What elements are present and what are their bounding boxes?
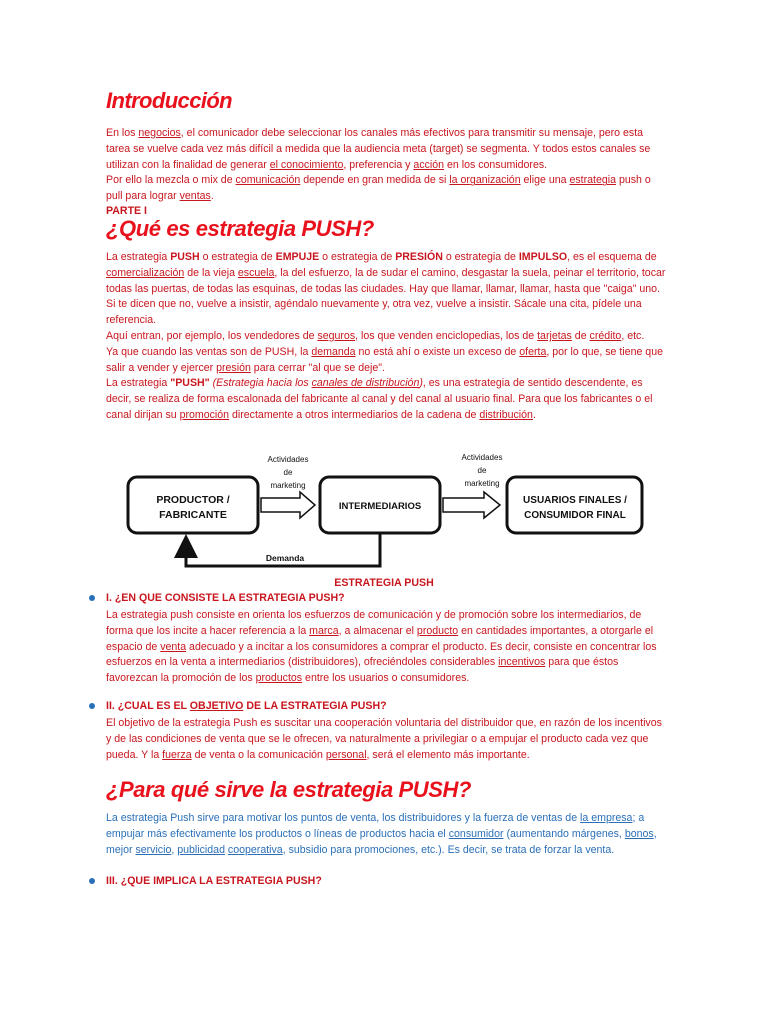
link-consumidor[interactable]: consumidor [448, 827, 504, 840]
push-strategy-diagram [120, 448, 650, 573]
text-span: , es el esquema de [567, 251, 657, 263]
link-distribucion[interactable]: distribución [479, 408, 533, 421]
italic-text: (Estrategia hacia los [209, 377, 312, 390]
link-ventas[interactable]: ventas [179, 190, 211, 203]
text-span: Aquí entran, por ejemplo, los vendedores de [106, 329, 318, 342]
text-span: Por ello la mezcla o mix de [106, 174, 236, 187]
link-la-empresa[interactable]: la empresa [580, 812, 633, 824]
text-span: push o pull para lograr [106, 174, 651, 203]
block-arrow-1 [261, 492, 315, 518]
text-span: La estrategia Push sirve para motivar los puntos de venta, los distribuidores y la fuerza de ventas de [106, 812, 581, 824]
text-span: , por lo que, se tiene que salir a vender y ejercer [106, 345, 663, 374]
link-presion[interactable]: presión [216, 361, 251, 374]
text-span: , a almacenar el [338, 624, 417, 637]
text-span: depende en gran medida de si [300, 174, 450, 187]
text-span: elige una [520, 174, 570, 187]
text-span: o estrategia de [442, 251, 519, 263]
text-span: . [210, 190, 214, 203]
diagram-caption: ESTRATEGIA PUSH [334, 577, 434, 589]
intro-heading: Introducción [106, 88, 233, 113]
link-incentivos[interactable]: incentivos [498, 656, 546, 669]
link-credito[interactable]: crédito [589, 329, 622, 342]
text-span: , mejor [106, 827, 657, 856]
text-span: para que éstos favorezcan la promoción de los [106, 656, 619, 685]
text-span: para cerrar "al que se deje". [250, 361, 385, 374]
intro-paragraph [106, 126, 666, 205]
text-span: de [571, 329, 590, 342]
bullet-icon [89, 703, 95, 709]
text-span: El objetivo de la estrategia Push es suscitar una cooperación voluntaria del distribuidor que, en razón de los incentivos y de las condiciones de venta que se le ofrecen, va naturalmente a privilegiar o a empujar el producto cada vez que pueda. Y la [106, 717, 662, 761]
link-producto[interactable]: producto [416, 624, 459, 637]
item2-paragraph [106, 716, 666, 763]
link-objetivo[interactable]: OBJETIVO [189, 700, 244, 712]
text-span: entre los usuarios o consumidores. [302, 672, 470, 685]
item3-heading: III. ¿QUE IMPLICA LA ESTRATEGIA PUSH? [106, 875, 322, 887]
text-span: ; a empujar más efectivamente los productos o líneas de productos hacia el [106, 812, 645, 840]
text-span: , etc. [621, 329, 645, 342]
box-intermediarios-label: INTERMEDIARIOS [338, 501, 422, 512]
text-span: (aumentando márgenes, [503, 827, 625, 840]
link-escuela[interactable]: escuela [237, 266, 275, 279]
text-span: de la vieja [184, 266, 238, 279]
link-cooperativa[interactable]: cooperativa [227, 843, 283, 856]
link-promocion[interactable]: promoción [179, 408, 230, 421]
text-span: o estrategia de [199, 251, 276, 263]
item1-paragraph [106, 608, 666, 687]
bullet-icon [89, 595, 95, 601]
box-usuarios-line1: USUARIOS FINALES / [523, 495, 627, 506]
link-accion[interactable]: acción [413, 158, 445, 171]
text-span: no está ahí o existe un exceso de [355, 345, 520, 358]
link-demanda[interactable]: demanda [311, 345, 356, 358]
link-conocimiento[interactable]: el conocimiento [269, 158, 344, 171]
text-span: o estrategia de [319, 251, 396, 263]
link-seguros[interactable]: seguros [317, 329, 356, 342]
text-span: , los que venden enciclopedias, los de [355, 329, 538, 342]
section-push-heading: ¿Qué es estrategia PUSH? [106, 216, 374, 241]
link-organizacion[interactable]: la organización [449, 174, 521, 187]
box-usuarios-line2: CONSUMIDOR FINAL [524, 510, 626, 521]
link-marca[interactable]: marca [309, 624, 339, 637]
text-span: , [171, 843, 178, 856]
purpose-paragraph [106, 811, 666, 858]
text-span: La estrategia push consiste en orienta los esfuerzos de comunicación y de promoción sobre los intermediarios, de forma que los incite a hacer referencia a la [106, 609, 642, 637]
activities-label-1-l1: Actividades [267, 455, 309, 464]
text-span: DE LA ESTRATEGIA PUSH? [243, 700, 387, 712]
text-span: directamente a otros intermediarios de la cadena de [229, 408, 480, 421]
link-publicidad[interactable]: publicidad [177, 843, 225, 856]
text-span: La estrategia [106, 251, 171, 263]
link-canales-distribucion[interactable]: canales de distribución [311, 377, 420, 390]
bold-push: PUSH [170, 251, 200, 263]
bold-impulso: IMPULSO [518, 251, 568, 263]
part-label: PARTE I [106, 205, 148, 217]
link-comercializacion[interactable]: comercialización [106, 266, 185, 279]
activities-label-1-l3: marketing [270, 481, 306, 490]
box-productor-line2: FABRICANTE [159, 509, 227, 521]
link-venta[interactable]: venta [160, 640, 187, 653]
text-span: en los consumidores. [444, 158, 548, 171]
link-bonos[interactable]: bonos [624, 827, 654, 840]
text-span: Ya que cuando las ventas son de PUSH, la [106, 345, 312, 358]
italic-text: ) [419, 377, 423, 390]
text-span: La estrategia [106, 377, 171, 390]
bold-empuje: EMPUJE [275, 251, 320, 263]
block-arrow-2 [443, 492, 500, 518]
text-span: , el comunicador debe seleccionar los canales más efectivos para transmitir su mensaje, pero esta tarea se vuelve cada vez más difícil a medida que la audiencia meta (target) se segmenta. Y todos estos canales se utilizan con la finalidad de generar [106, 127, 651, 171]
text-span: , preferencia y [343, 158, 414, 171]
text-span: , la del esfuerzo, la de sudar el camino, desgastar la suela, peinar el territorio, tocar todas las puertas, de todas las esquinas, de todas las ciudades. Hay que llamar, llamar, llamar, hasta que "caiga" uno. Si te dicen que no, vuelve a insistir, agéndalo nuevamente y, otra vez, vuelve a insistir. Sácale una cita, pídele una referencia. [106, 266, 666, 327]
link-personal[interactable]: personal [325, 748, 367, 761]
activities-label-2-l1: Actividades [461, 453, 503, 462]
link-negocios[interactable]: negocios [138, 127, 181, 139]
text-span: , es una estrategia de sentido descendente, es decir, se realiza de forma escalonada del fabricante al canal y del canal al usuario final. Para que los fabricantes o el canal dirijan su [106, 377, 653, 421]
section-purpose-heading: ¿Para qué sirve la estrategia PUSH? [106, 777, 472, 802]
demand-label: Demanda [265, 553, 305, 563]
link-fuerza[interactable]: fuerza [162, 748, 192, 761]
bold-push-quoted: "PUSH" [170, 377, 210, 390]
item2-heading [106, 700, 387, 712]
link-estrategia[interactable]: estrategia [569, 174, 617, 187]
link-tarjetas[interactable]: tarjetas [537, 329, 572, 342]
text-span: II. ¿CUAL ES EL [106, 700, 190, 712]
text-span: adecuado y a incitar a los consumidores a comprar el producto. Es decir, consiste en concentrar los esfuerzos en la venta a intermediarios (distribuidores), ofreciéndoles considerables [106, 640, 657, 669]
bullet-icon [89, 878, 95, 884]
text-span: de venta o la comunicación [191, 748, 326, 761]
link-productos[interactable]: productos [255, 672, 303, 685]
text-span: . [532, 408, 536, 421]
link-servicio[interactable]: servicio [135, 843, 172, 856]
item1-heading: I. ¿EN QUE CONSISTE LA ESTRATEGIA PUSH? [106, 592, 345, 604]
link-oferta[interactable]: oferta [519, 345, 547, 358]
bold-presion: PRESIÓN [395, 251, 443, 263]
box-productor-line1: PRODUCTOR / [156, 494, 230, 506]
text-span: , subsidio para promociones, etc.). Es decir, se trata de forzar la venta. [282, 843, 615, 856]
link-comunicacion[interactable]: comunicación [235, 174, 301, 187]
text-span: En los [106, 127, 139, 139]
activities-label-2-l2: de [477, 466, 487, 475]
text-span: en cantidades importantes, a otorgarle el espacio de [106, 624, 654, 653]
text-span: , será el elemento más importante. [366, 748, 530, 761]
activities-label-1-l2: de [283, 468, 293, 477]
push-paragraph [106, 250, 666, 424]
activities-label-2-l3: marketing [464, 479, 500, 488]
